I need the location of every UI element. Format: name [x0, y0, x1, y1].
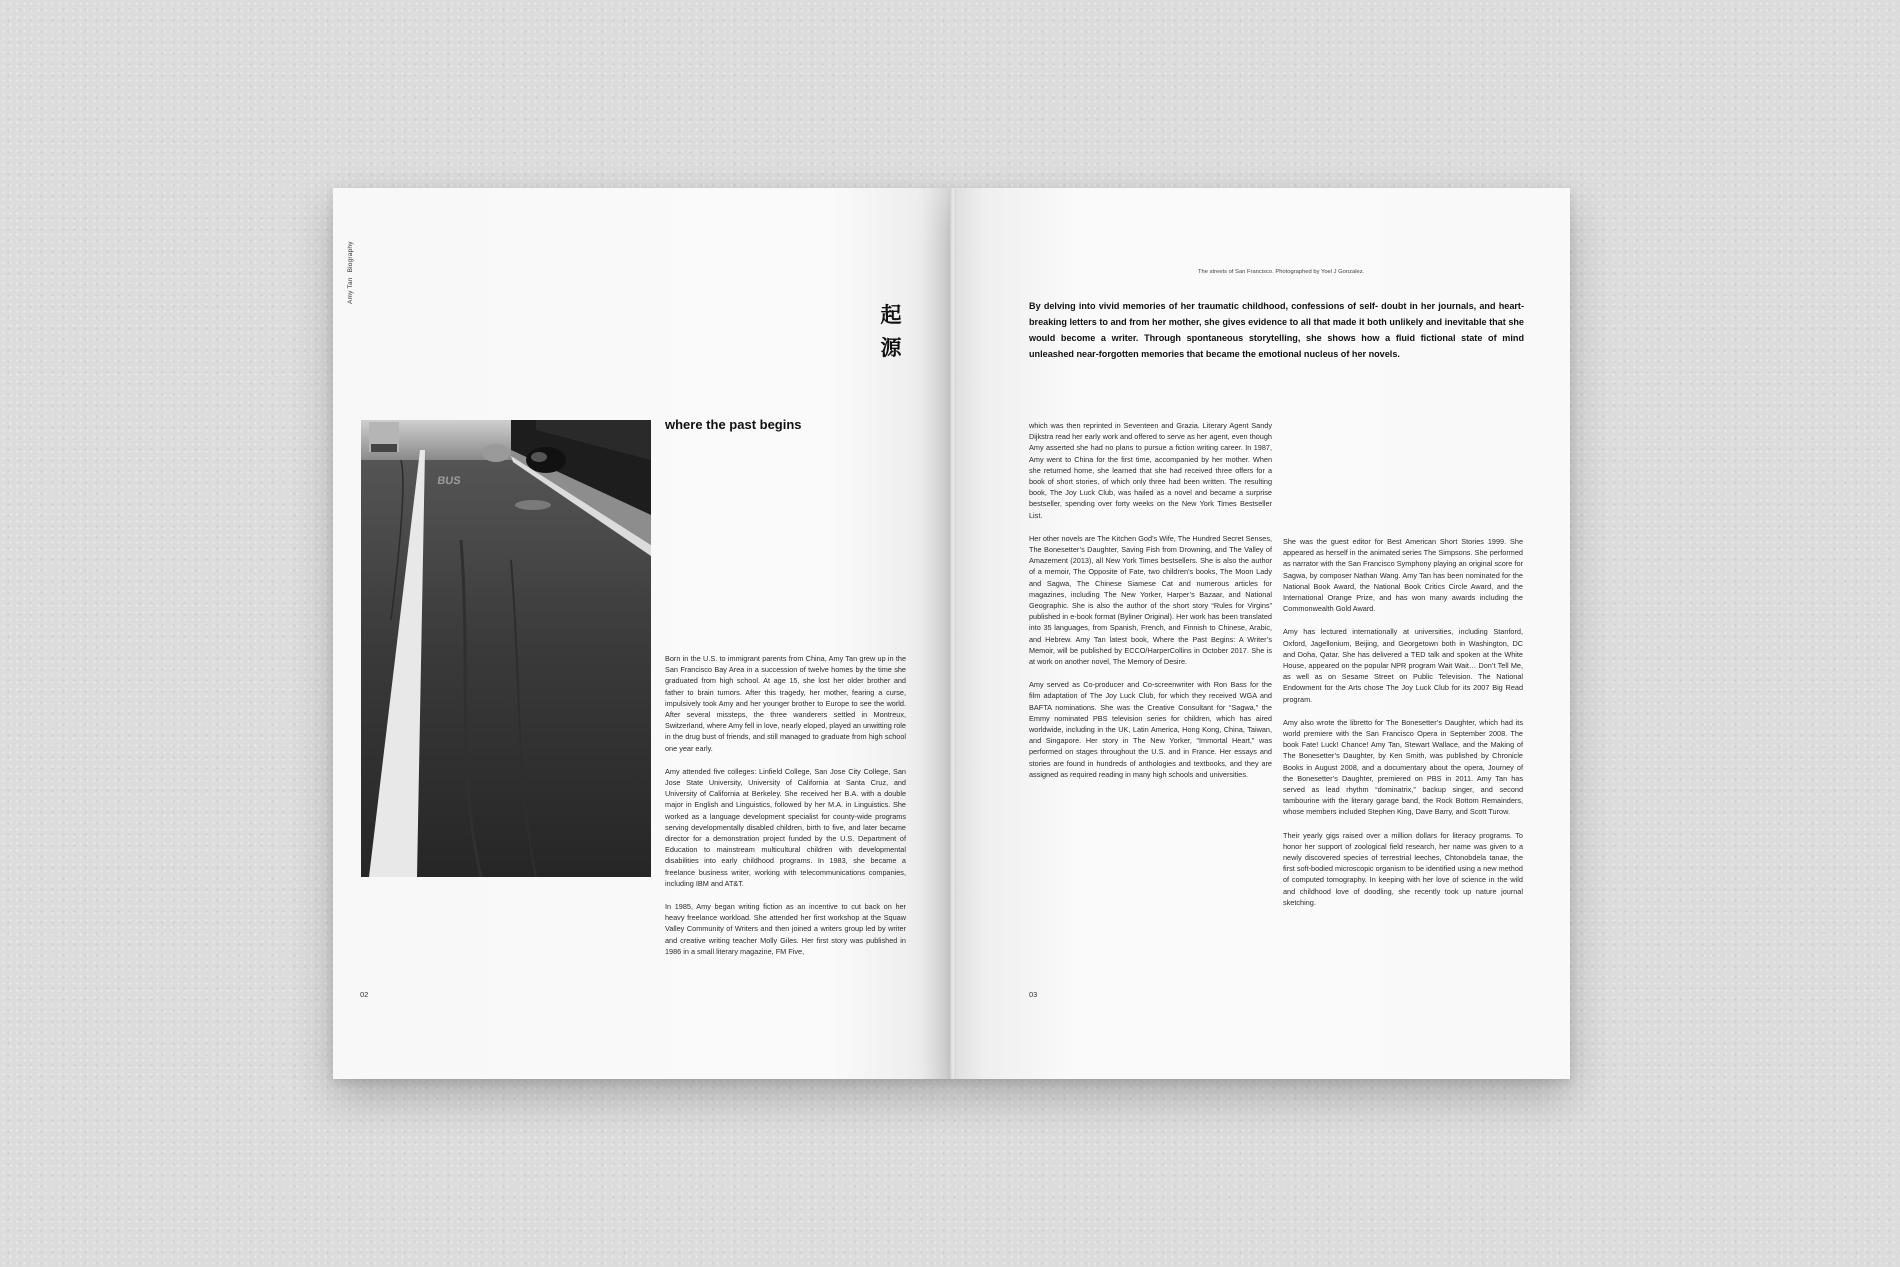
kanji-title	[876, 298, 906, 364]
body-paragraph: Amy attended five colleges: Linfield College, San Jose City College, San Jose State University, University of California at Santa Cruz, and University of California at Berkeley. She received her B.A. with a double major in English and Linguistics, followed by her M.A. in Linguistics. She worked as a language development specialist for county-wide programs serving developmentally disabled children, birth to five, and later became director for a demonstration project funded by the U.S. Department of Education to mainstream multicultural children with developmental disabilities into early childhood programs. In 1983, she became a freelance business writer, working with telecommunications companies, including IBM and AT&T.	[665, 766, 906, 888]
body-paragraph: In 1985, Amy began writing fiction as an incentive to cut back on her heavy freelance workload. She attended her first workshop at the Squaw Valley Community of Writers and then joined a writers group led by writer and creative writing teacher Molly Giles. Her first story was published in 1986 in a small literary magazine, FM Five,	[665, 902, 906, 956]
middle-body-column	[1029, 420, 1272, 792]
page-number: 02	[360, 990, 369, 999]
street-photo-image	[361, 420, 651, 877]
running-head-section: Biography	[347, 241, 354, 273]
body-paragraph: She was the guest editor for Best American Short Stories 1999. She appeared as herself in the animated series The Simpsons. She performed as narrator with the San Francisco Symphony playing an original score for Sagwa, by composer Nathan Wang. Amy Tan has been nominated for the National Book Award, the National Book Critics Circle Award, and the International Orange Prize, and has won many awards including the Commonwealth Gold Award.	[1283, 537, 1523, 614]
right-page	[953, 188, 1570, 1079]
kanji-char-1: 起	[880, 302, 902, 327]
left-page	[333, 188, 953, 1079]
left-body-column	[665, 653, 906, 969]
body-paragraph: Their yearly gigs raised over a million dollars for literacy programs. To honor her support of zoological field research, her name was given to a newly discovered species of terrestrial leeches, Chtonobdela tanae, the first soft-bodied microscopic organism to be identified using a new method of computed tomography. In keeping with her love of science in the wild and childhood love of doodling, she recently took up nature journal sketching.	[1283, 830, 1523, 907]
lede-paragraph: By delving into vivid memories of her traumatic childhood, confessions of self- doubt in her journals, and heart-breaking letters to and from her mother, she gives evidence to all that made it both unlikely and inevitable that she would become a writer. Through spontaneous storytelling, she shows how a fluid fictional state of mind unleashed near-forgotten memories that became the emotional nucleus of her novels.	[1029, 301, 1524, 359]
body-paragraph: Amy also wrote the libretto for The Bonesetter’s Daughter, which had its world premiere with the San Francisco Opera in September 2008. The book Fate! Luck! Chance! Amy Tan, Stewart Wallace, and the Making of The Bonesetter’s Daughter, by Ken Smith, was published by Chronicle Books in August 2008, and a documentary about the opera, Journey of the Bonesetter’s Daughter, premiered on PBS in 2011. Amy Tan has served as lead rhythm “dominatrix,” backup singer, and second tambourine with the literary garage band, the Rock Bottom Remainders, whose members included Stephen King, Dave Barry, and Scott Turow.	[1283, 717, 1523, 817]
book-spine	[950, 188, 956, 1079]
body-paragraph: Born in the U.S. to immigrant parents from China, Amy Tan grew up in the San Francisco Bay Area in a succession of twelve homes by the time she graduated from high school. At age 15, she lost her older brother and father to brain tumors. After this tragedy, her mother, fearing a curse, impulsively took Amy and her younger brother to Europe to see the world. After several missteps, the three wanderers settled in Montreux, Switzerland, where Amy fell in love, nearly eloped, played an unwitting role in the drug bust of friends, and still managed to graduate from high school one year early.	[665, 654, 906, 753]
running-head	[347, 241, 354, 304]
street-photo	[361, 420, 651, 877]
photo-caption: The streets of San Francisco. Photographed by Yoel J Gonzalez.	[1198, 269, 1365, 275]
kanji-char-2: 源	[880, 335, 902, 360]
right-body-column	[1283, 536, 1523, 920]
section-heading: where the past begins	[665, 417, 802, 432]
body-paragraph: Amy has lectured internationally at universities, including Stanford, Oxford, Jagellonium, Beijing, and Georgetown both in Washington, DC and Doha, Qatar. She has delivered a TED talk and spoken at the White House, appeared on the popular NPR program Wait Wait… Don’t Tell Me, as well as on Sesame Street on Public Television. The National Endowment for the Arts chose The Joy Luck Club for its 2007 Big Read program.	[1283, 627, 1523, 704]
body-paragraph: which was then reprinted in Seventeen and Grazia. Literary Agent Sandy Dijkstra read her early work and offered to serve as her agent, even though Amy asserted she had no plans to pursue a fiction writing career. In 1987, Amy went to China for the first time, accompanied by her mother. When she returned home, she learned that she had received three offers for a book of short stories, of which only three had been written. The resulting book, The Joy Luck Club, was hailed as a novel and became a surprise bestseller, spending over forty weeks on the New York Times Bestseller List.	[1029, 421, 1272, 520]
body-paragraph: Her other novels are The Kitchen God’s Wife, The Hundred Secret Senses, The Bonesetter’s Daughter, Saving Fish from Drowning, and The Valley of Amazement (2013), all New York Times bestsellers. She is also the author of a memoir, The Opposite of Fate, two children’s books, The Moon Lady and Sagwa, The Chinese Siamese Cat and numerous articles for magazines, including The New Yorker, Harper’s Bazaar, and National Geographic. She is also the author of the short story “Rules for Virgins” published in e-book format (Byliner Original). Her work has been translated into 35 languages, from Spanish, French, and Finnish to Chinese, Arabic, and Hebrew. Amy Tan latest book, Where the Past Begins: A Writer’s Memoir, will be published by ECCO/HarperCollins in October 2017. She is at work on another novel, The Memory of Desire.	[1029, 533, 1272, 667]
page-number: 03	[1029, 990, 1038, 999]
svg-text:BUS: BUS	[436, 475, 462, 487]
running-head-author: Amy Tan	[347, 277, 354, 304]
body-paragraph: Amy served as Co-producer and Co-screenwriter with Ron Bass for the film adaptation of The Joy Luck Club, for which they received WGA and BAFTA nominations. She was the Creative Consultant for “Sagwa,” the Emmy nominated PBS television series for children, which has aired worldwide, including in the UK, Latin America, Hong Kong, China, Taiwan, and Singapore. Her story in The New Yorker, “Immortal Heart,” was performed on stages throughout the U.S. and in France. Her essays and stories are found in hundreds of anthologies and textbooks, and they are assigned as required reading in many high schools and universities.	[1029, 680, 1272, 779]
